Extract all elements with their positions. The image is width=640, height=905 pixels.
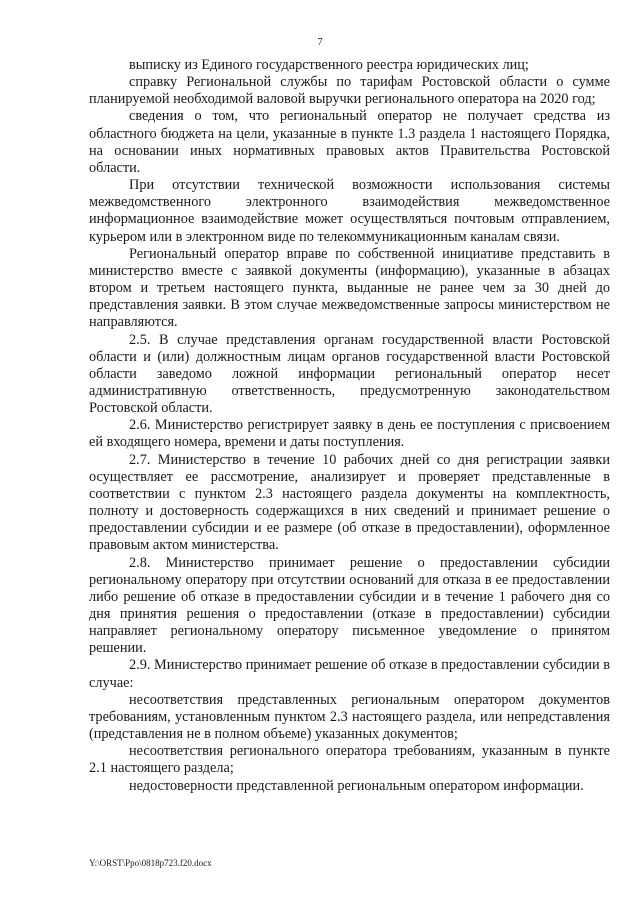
paragraph: недостоверности представленной региональным оператором информации.: [129, 777, 584, 794]
paragraph: сведения о том, что региональный оператор не получает средства из областного бюджета на цели, указанные в пункте 1.3 раздела 1 настоящего Порядка, на основании иных нормативных правовых актов Правительства Ростовской области.: [89, 108, 610, 176]
paragraph: 2.9. Министерство принимает решение об отказе в предоставлении субсидии в случае:: [89, 657, 610, 691]
paragraph: 2.6. Министерство регистрирует заявку в день ее поступления с присвоением ей входящего номера, времени и даты поступления.: [89, 417, 610, 451]
paragraph: несоответствия регионального оператора требованиям, указанным в пункте 2.1 настоящего раздела;: [89, 743, 610, 777]
paragraph: Региональный оператор вправе по собственной инициативе представить в министерство вместе с заявкой документы (информацию), указанные в абзацах втором и третьем настоящего пункта, выданные не ранее чем за 30 дней до представления заявки. В этом случае межведомственные запросы министерством не направляются.: [89, 245, 610, 331]
footer-file-path: Y:\ORST\Ppo\0818p723.f20.docx: [89, 858, 212, 868]
paragraph: При отсутствии технической возможности использования системы межведомственного электронного взаимодействия межведомственное информационное взаимодействие может осуществляться почтовым отправлением, курьером или в электронном виде по телекоммуникационным каналам связи.: [89, 177, 610, 245]
paragraph: 2.7. Министерство в течение 10 рабочих дней со дня регистрации заявки осуществляет ее рассмотрение, анализирует и проверяет представленные в соответствии с пунктом 2.3 настоящего раздела документы на комплектность, полноту и достоверность содержащихся в них сведений и принимает решение о предоставлении субсидии и ее размере (об отказе в предоставлении), оформленное правовым актом министерства.: [89, 451, 610, 554]
paragraph: выписку из Единого государственного реестра юридических лиц;: [129, 57, 529, 73]
document-body: [89, 57, 610, 795]
paragraph: несоответствия представленных региональным оператором документов требованиям, установленным пунктом 2.3 настоящего раздела, или непредставления (представления не в полном объеме) указанных документов;: [89, 691, 610, 743]
paragraph: 2.5. В случае представления органам государственной власти Ростовской области и (или) должностным лицам органов государственной власти Ростовской области заведомо ложной информации региональный оператор несет административную ответственность, предусмотренную законодательством Ростовской области.: [89, 331, 610, 417]
paragraph: 2.8. Министерство принимает решение о предоставлении субсидии региональному оператору при отсутствии оснований для отказа в ее предоставлении либо решение об отказе в предоставлении субсидии и в течение 1 рабочего дня со дня принятия решения о предоставлении (отказе в предоставлении) субсидии направляет региональному оператору письменное уведомление о принятом решении.: [89, 554, 610, 657]
paragraph: справку Региональной службы по тарифам Ростовской области о сумме планируемой необходимой валовой выручки регионального оператора на 2020 год;: [89, 74, 610, 108]
page-number: 7: [317, 36, 323, 48]
